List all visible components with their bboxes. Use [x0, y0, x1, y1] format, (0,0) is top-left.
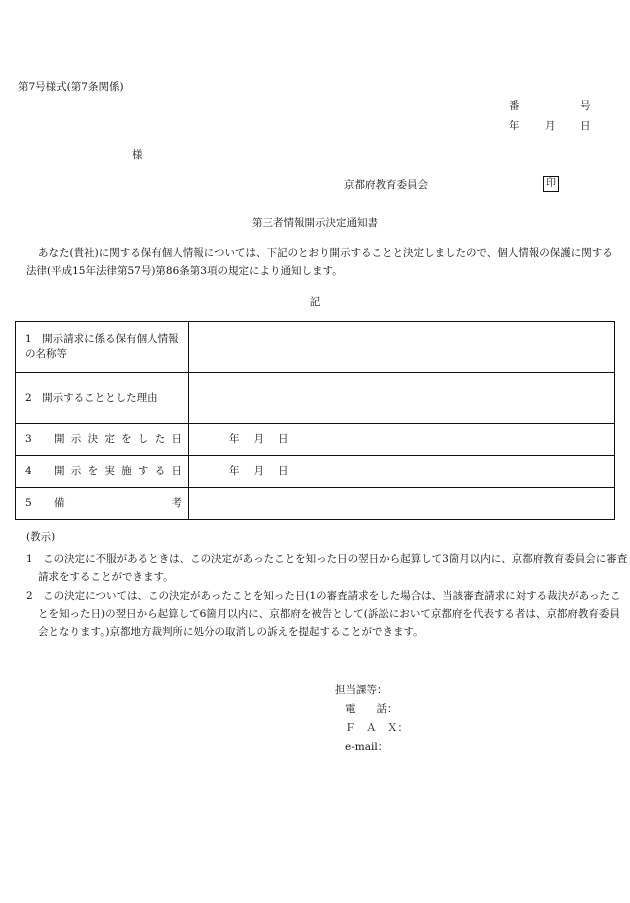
label-char: 開 — [54, 465, 65, 477]
table-row — [16, 456, 615, 488]
document-title: 第三者情報開示決定通知書 — [252, 217, 378, 229]
label-char: を — [121, 433, 132, 445]
month-label: 月 — [253, 432, 264, 445]
row-number: 3 — [25, 433, 32, 445]
row-value-decision-date — [189, 424, 615, 456]
label-char: 決 — [87, 433, 99, 445]
year-label: 年 — [229, 464, 240, 477]
row-number: 5 — [25, 497, 32, 509]
row-label-remarks — [16, 488, 189, 520]
label-char: し — [137, 433, 149, 445]
notes-heading: (教示) — [26, 531, 56, 543]
contact-block — [335, 683, 408, 759]
ref-go-label: 号 — [580, 100, 591, 112]
note-2: 2 この決定については、この決定があったことを知った日(1の審査請求をした場合は、当該審査請求に対する裁決があったことを知った日)の翌日から起算して6箇月以内に、京都府を被告として(訴訟において京都府を代表する者は、京都府教育委員会となります。)京都地方裁判所に処分の取消しの訴えを提起することができます。 — [26, 590, 621, 638]
label-char: た — [154, 433, 166, 445]
row-value-record-name — [189, 322, 615, 373]
day-label: 日 — [278, 464, 289, 477]
label-char: る — [154, 465, 166, 477]
spread-label — [54, 496, 182, 511]
date-day-label: 日 — [580, 120, 591, 132]
contact-email: e-mail： — [345, 741, 389, 753]
remarks-char-2: 考 — [171, 497, 182, 509]
table-row — [16, 424, 615, 456]
spread-label — [54, 432, 182, 447]
row-value-reason — [189, 373, 615, 424]
body-paragraph: あなた(貴社)に関する保有個人情報については、下記のとおり開示することと決定しましたので、個人情報の保護に関する法律(平成15年法律第57号)第86条第3項の規定により通知します。 — [26, 247, 613, 277]
label-char: す — [137, 465, 149, 477]
details-table — [15, 321, 615, 520]
row-value-remarks — [189, 488, 615, 520]
seal-mark: 印 — [543, 176, 559, 192]
label-char: 定 — [104, 433, 115, 445]
remarks-char-1: 備 — [54, 497, 65, 509]
date-month-label: 月 — [545, 120, 556, 132]
ki-heading: 記 — [309, 296, 321, 308]
row-label-record-name: 1 開示請求に係る保有個人情報の名称等 — [16, 322, 189, 373]
label-char: 示 — [70, 465, 82, 477]
year-label: 年 — [229, 432, 240, 445]
ref-number-label: 番 — [509, 100, 520, 112]
row-number: 4 — [25, 465, 32, 477]
form-number: 第7号様式(第7条関係) — [18, 81, 124, 93]
contact-fax: Ｆ Ａ Ｘ： — [345, 722, 408, 734]
label-char: 示 — [70, 433, 82, 445]
date-year-label: 年 — [509, 120, 520, 132]
label-char: 日 — [171, 465, 182, 477]
addressee-suffix: 様 — [132, 149, 143, 161]
row-value-implementation-date — [189, 456, 615, 488]
sender-name: 京都府教育委員会 — [344, 179, 428, 191]
note-1: 1 この決定に不服があるときは、この決定があったことを知った日の翌日から起算して3箇月以内に、京都府教育委員会に審査請求をすることができます。 — [26, 553, 628, 583]
label-char: 開 — [54, 433, 65, 445]
label-char: を — [87, 465, 99, 477]
contact-dept: 担当課等： — [335, 684, 388, 696]
label-char: 日 — [171, 433, 182, 445]
contact-tel: 電 話： — [345, 703, 398, 715]
table-row — [16, 373, 615, 424]
row-label-decision-date — [16, 424, 189, 456]
table-row — [16, 488, 615, 520]
spread-label — [54, 464, 182, 479]
row-label-reason: 2 開示することとした理由 — [16, 373, 189, 424]
label-char: 施 — [121, 465, 132, 477]
row-label-implementation-date — [16, 456, 189, 488]
table-row — [16, 322, 615, 373]
label-char: 実 — [104, 465, 115, 477]
day-label: 日 — [278, 432, 289, 445]
month-label: 月 — [253, 464, 264, 477]
